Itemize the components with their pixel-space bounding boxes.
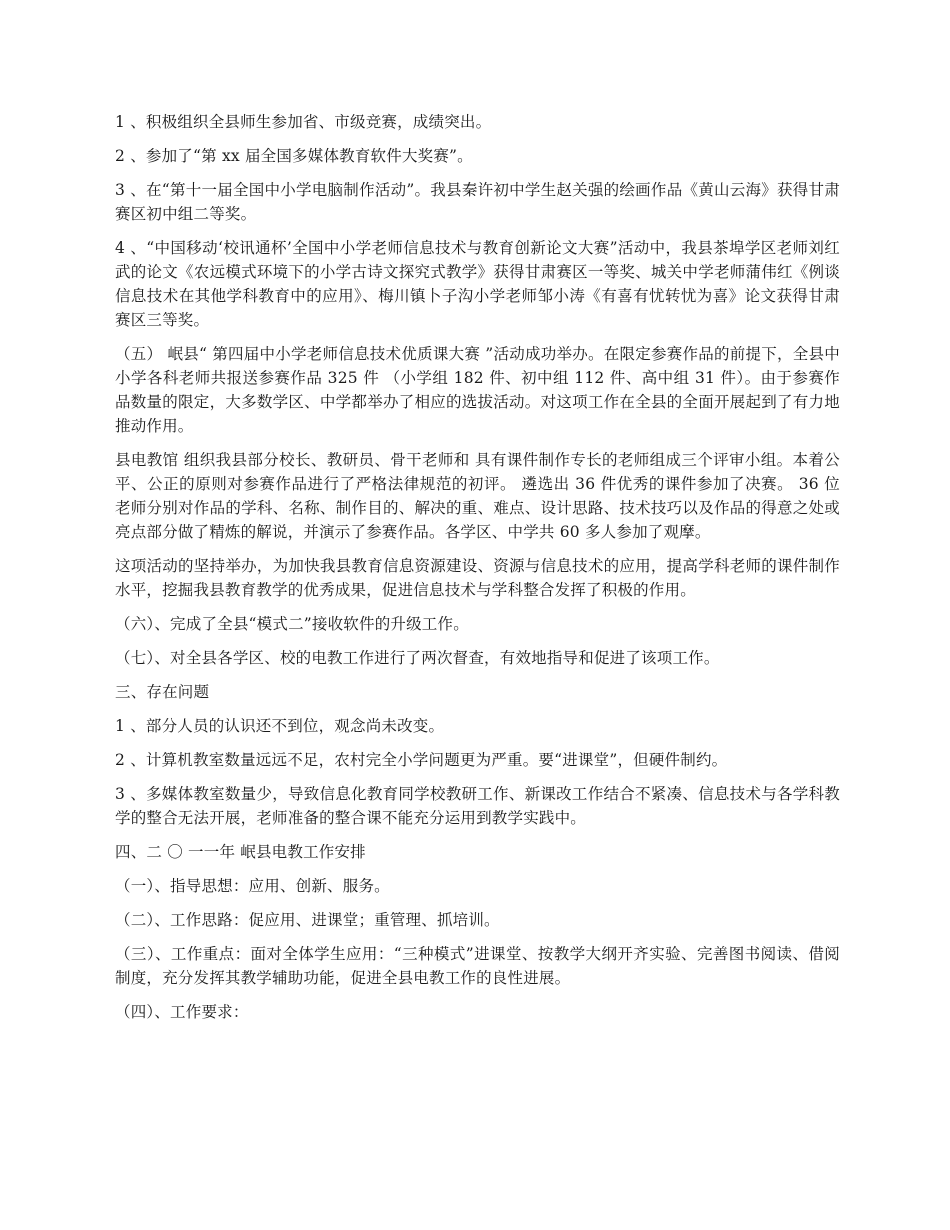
- paragraph: 2 、参加了“第 xx 届全国多媒体教育软件大奖赛”。: [115, 147, 473, 165]
- paragraph: （二）、工作思路：促应用、进课堂；重管理、抓培训。: [115, 911, 500, 929]
- paragraph: 3 、在“第十一届全国中小学电脑制作活动”。我县秦许初中学生赵关强的绘画作品《黄山云海》获得甘肃赛区初中组二等奖。: [115, 181, 840, 223]
- paragraph: （六）、完成了全县“模式二”接收软件的升级工作。: [115, 615, 469, 633]
- paragraph: 3 、多媒体教室数量少，导致信息化教育同学校教研工作、新课改工作结合不紧凑、信息技术与各学科教学的整合无法开展，老师准备的整合课不能充分运用到教学实践中。: [115, 785, 840, 827]
- paragraph: 2 、计算机教室数量远远不足，农村完全小学问题更为严重。要“进课堂”，但硬件制约。: [115, 751, 728, 769]
- paragraph: （一）、指导思想：应用、创新、服务。: [115, 877, 390, 895]
- paragraph: （七）、对全县各学区、校的电教工作进行了两次督查，有效地指导和促进了该项工作。: [115, 649, 720, 667]
- section-heading: 三、存在问题: [115, 683, 210, 701]
- section-heading: 四、二 〇 一一年 岷县电教工作安排: [115, 843, 366, 861]
- paragraph: 县电教馆 组织我县部分校长、教研员、骨干老师和 具有课件制作专长的老师组成三个评审小组。本着公平、公正的原则对参赛作品进行了严格法律规范的初评。 遴选出 36 件优秀的课件参加了决赛。 36 位老师分别对作品的学科、名称、制作目的、解决的重、难点、设计思路、技术技巧以及作品的得意之处或亮点部分做了精炼的解说，并演示了参赛作品。各学区、中学共 60 多人参加了观摩。: [115, 451, 840, 541]
- document-body: [115, 110, 840, 1034]
- paragraph: （五） 岷县“ 第四届中小学老师信息技术优质课大赛 ”活动成功举办。在限定参赛作品的前提下，全县中小学各科老师共报送参赛作品 325 件 （小学组 182 件、初中组 112 件、高中组 31 件）。由于参赛作品数量的限定，大多数学区、中学都举办了相应的选拔活动。对这项工作在全县的全面开展起到了有力地推动作用。: [115, 345, 840, 435]
- paragraph: （四）、工作要求：: [115, 1003, 249, 1021]
- paragraph: （三）、工作重点：面对全体学生应用：“三种模式”进课堂、按教学大纲开齐实验、完善图书阅读、借阅制度，充分发挥其教学辅助功能，促进全县电教工作的良性进展。: [115, 945, 840, 987]
- paragraph: 这项活动的坚持举办，为加快我县教育信息资源建设、资源与信息技术的应用，提高学科老师的课件制作水平，挖掘我县教育教学的优秀成果，促进信息技术与学科整合发挥了积极的作用。: [115, 557, 840, 599]
- paragraph: 4 、“中国移动‘校讯通杯’全国中小学老师信息技术与教育创新论文大赛”活动中，我县茶埠学区老师刘红武的论文《农远模式环境下的小学古诗文探究式教学》获得甘肃赛区一等奖、城关中学老师蒲伟红《例谈信息技术在其他学科教育中的应用》、梅川镇卜子沟小学老师邹小涛《有喜有忧转忧为喜》论文获得甘肃赛区三等奖。: [115, 239, 840, 329]
- paragraph: 1 、部分人员的认识还不到位，观念尚未改变。: [115, 717, 445, 735]
- paragraph: 1 、积极组织全县师生参加省、市级竞赛，成绩突出。: [115, 113, 492, 131]
